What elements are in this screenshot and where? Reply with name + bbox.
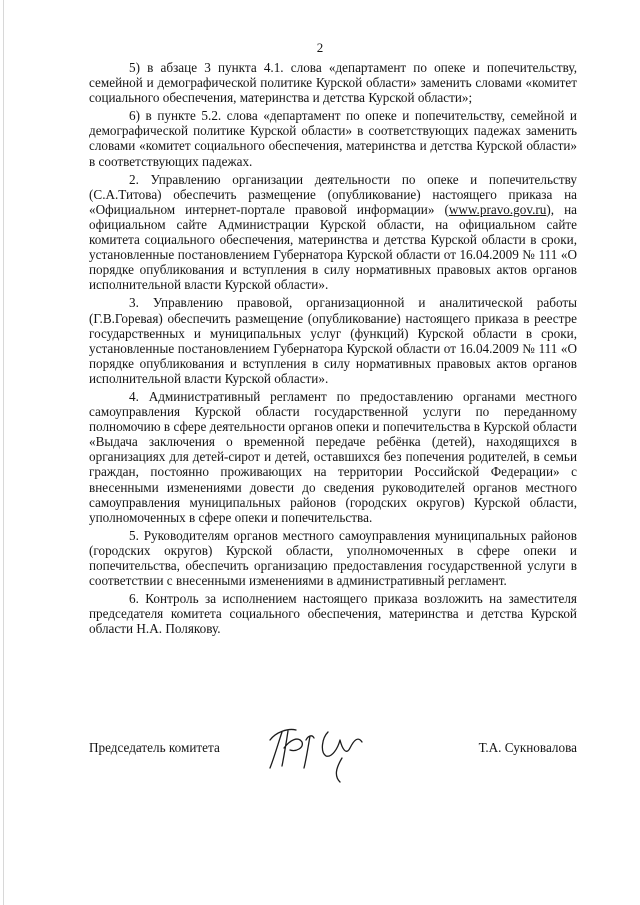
handwritten-signature (262, 718, 372, 788)
paragraph-item-5: 5. Руководителям органов местного самоуправления муниципальных районов (городских округов) Курской области, уполномоченных в сфере опеки и попечительства, обеспечить организацию предоставления государственной услуги в соответствии с внесенными изменениями в административный регламент. (89, 527, 577, 589)
pravo-link[interactable]: www.pravo.gov.ru (448, 201, 547, 217)
paragraph-item-4: 4. Административный регламент по предоставлению органами местного самоуправления Курской области государственной услуги по переданному полномочию в сфере деятельности органов опеки и попечительства в Курской области «Выдача заключения о временной передаче ребёнка (детей), находящихся в организациях для детей-сирот и детей, оставшихся без попечения родителей, в семьи граждан, постоянно проживающих на территории Российской Федерации» с внесенными изменениями довести до сведения руководителей органов местного самоуправления муниципальных районов (городских округов) Курской области, уполномоченных в сфере опеки и попечительства. (89, 388, 577, 525)
scan-edge (3, 0, 4, 905)
paragraph-item-6: 6. Контроль за исполнением настоящего приказа возложить на заместителя председателя комитета социального обеспечения, материнства и детства Курской области Н.А. Полякову. (89, 591, 577, 637)
paragraph-item-2-tail: ), на официальном сайте Администрации Курской области, на официальном сайте комитета социального обеспечения, материнства и детства Курской области в сроки, установленные постановлением Губернатора Курской области от 16.04.2009 № 111 «О порядке опубликования и вступления в силу нормативных правовых актов органов исполнительной власти Курской области». (89, 201, 577, 293)
paragraph-amend-6: 6) в пункте 5.2. слова «департамент по опеке и попечительству, семейной и демографической политике Курской области» в соответствующих падежах заменить словами «комитет социального обеспечения, материнства и детства Курской области» в соответствующих падежах. (89, 108, 577, 169)
paragraph-item-2 (89, 172, 577, 293)
paragraph-amend-5: 5) в абзаце 3 пункта 4.1. слова «департамент по опеке и попечительству, семейной и демографической политике Курской области» заменить словами «комитет социального обеспечения, материнства и детства Курской области»; (89, 60, 577, 106)
page-number: 2 (316, 40, 324, 55)
paragraph-item-3: 3. Управлению правовой, организационной и аналитической работы (Г.В.Горевая) обеспечить размещение (опубликование) настоящего приказа в реестре государственных и муниципальных услуг (функций) Курской области в сроки, установленные постановлением Губернатора Курской области от 16.04.2009 № 111 «О порядке опубликования и вступления в силу нормативных правовых актов органов исполнительной власти Курской области». (89, 295, 577, 386)
paragraph-item-2-text: 2. Управлению организации деятельности по опеке и попечительству (С.А.Титова) обеспечить размещение (опубликование) настоящего приказа на «Официальном интернет-портале правовой информации» ( (89, 171, 577, 217)
signatory-position: Председатель комитета (89, 740, 220, 755)
signatory-name: Т.А. Сукновалова (478, 740, 577, 755)
document-body (89, 60, 577, 639)
